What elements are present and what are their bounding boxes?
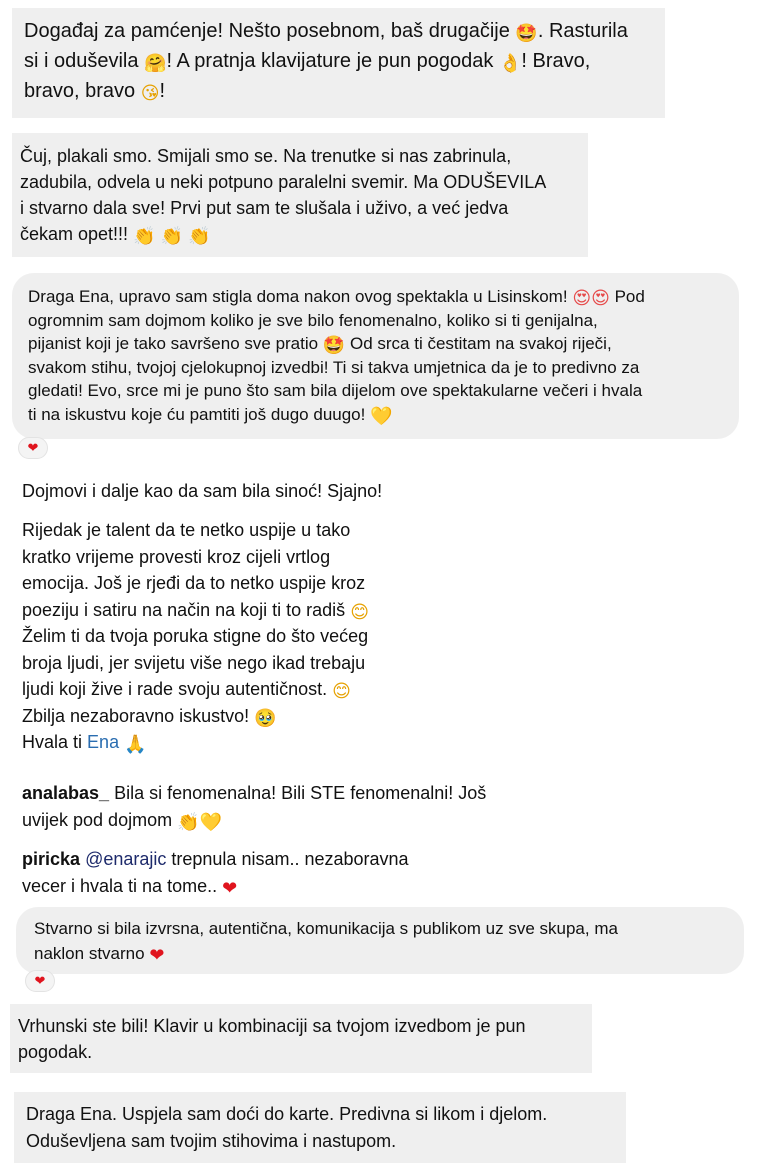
comment-username[interactable]: piricka [22,849,81,869]
kiss-icon: 😘 [140,83,160,104]
message-text: ! A pratnja klavijature je pun pogodak [166,50,494,72]
clap-icon: 👏 [133,226,156,247]
message-text: ogromnim sam dojmom koliko je sve bilo fenomenalno, koliko si ti genijalna, [28,310,598,330]
ok-hand-icon: 👌 [498,53,522,74]
message-text: Čuj, plakali smo. Smijali smo se. Na trenutke si nas zabrinula, [20,146,512,166]
comment-piricka [22,846,582,900]
smile-icon: 😊 [350,601,369,623]
message-4 [22,478,472,505]
comment-username[interactable]: analabas_ [22,783,110,803]
message-text: ljudi koji žive i rade svoju autentičnost. [22,679,328,699]
message-text: gledati! Evo, srce mi je puno što sam bila dijelom ove spektakularne večeri i hvala [28,381,643,400]
message-text: kratko vrijeme provesti kroz cijeli vrtlog [22,546,331,567]
message-10 [14,1092,626,1163]
message-text: Događaj za pamćenje! Nešto posebnom, baš drugačije [24,20,510,42]
message-text: bravo, bravo [24,80,136,102]
message-text: trepnula nisam.. nezaboravna [171,849,409,869]
message-8 [16,907,744,974]
message-text: zadubila, odvela u neki potpuno paralelni svemir. Ma ODUŠEVILA [20,172,547,192]
message-1-text [24,16,653,106]
message-text: ! Bravo, [521,50,591,72]
message-text: naklon stvarno [34,944,145,963]
message-8-text [34,916,726,966]
message-2-text [20,143,580,247]
message-text: Rijedak je talent da te netko uspije u tako [22,520,351,540]
clap-icon: 👏 [187,226,211,247]
message-2 [12,133,588,257]
star-struck-icon: 🤩 [322,335,346,356]
comment-text [22,780,582,834]
message-text: Bila si fenomenalna! Bili STE fenomenalni! Još [114,783,487,803]
red-heart-icon: ❤ [222,878,238,899]
message-text: si i oduševila [24,50,139,72]
message-text: Pod [614,287,645,306]
red-heart-icon: ❤ [27,440,39,456]
message-3 [12,273,739,439]
message-9 [10,1004,592,1073]
reaction-heart[interactable] [18,437,48,459]
comment-analabas [22,780,582,834]
mention-link[interactable]: @enarajic [85,849,167,869]
smile-icon: 😊 [332,681,351,702]
message-text: svakom stihu, tvojoj cjelokupnoj izvedbi! Ti si takva umjetnica da je to predivno za [28,357,640,377]
message-text: . Rasturila [537,20,628,42]
hug-icon: 🤗 [144,53,167,74]
message-text: uvijek pod dojmom [22,810,173,830]
red-heart-icon: ❤ [34,973,46,989]
message-text: ti na iskustvu koje ću pamtiti još dugo duugo! [28,404,366,424]
message-text: Draga Ena, upravo sam stigla doma nakon ovog spektakla u Lisinskom! [28,287,568,306]
message-text: vecer i hvala ti na tome.. [22,876,218,896]
message-text: Oduševljena sam tvojim stihovima i nastupom. [26,1131,397,1151]
message-5-text [22,517,442,756]
message-10-text [26,1101,614,1155]
yellow-heart-icon: 💛 [199,812,222,833]
comment-text [22,846,582,900]
yellow-heart-icon: 💛 [370,405,393,427]
reaction-heart[interactable] [25,970,55,992]
message-text: Dojmovi i dalje kao da sam bila sinoć! Sjajno! [22,481,383,501]
message-9-text [18,1013,584,1065]
message-text: pijanist koji je tako savršeno sve pratio [28,334,319,353]
message-3-text [28,285,723,426]
heart-eyes-icon: 😍 [572,288,592,309]
message-text: ! [159,80,166,102]
message-text: Draga Ena. Uspjela sam doći do karte. Predivna si likom i djelom. [26,1104,548,1124]
message-text: i stvarno dala sve! Prvi put sam te slušala i uživo, a već jedva [20,198,509,218]
message-text: Stvarno si bila izvrsna, autentična, komunikacija s publikom uz sve skupa, ma [34,919,618,938]
heart-eyes-icon: 😍 [591,288,610,309]
clap-icon: 👏 [177,812,200,833]
message-4-text [22,478,472,505]
message-text: Vrhunski ste bili! Klavir u kombinaciji sa tvojom izvedbom je pun [18,1016,526,1036]
message-5 [22,517,442,756]
message-text: broja ljudi, jer svijetu više nego ikad trebaju [22,652,366,673]
message-text: emocija. Još je rjeđi da to netko uspije kroz [22,573,366,593]
tear-joy-icon: 🥹 [254,707,277,729]
red-heart-icon: ❤ [149,945,165,966]
message-1 [12,8,665,118]
pray-icon: 🙏 [124,734,147,755]
message-text: Od srca ti čestitam na svakoj riječi, [349,334,612,353]
mention-link[interactable]: Ena [87,732,120,752]
message-text: poeziju i satiru na način na koji ti to radiš [22,599,346,620]
message-text: pogodak. [18,1042,93,1062]
message-text: čekam opet!!! [20,224,129,244]
message-text: Hvala ti [22,732,83,752]
clap-icon: 👏 [160,226,183,247]
message-text: Zbilja nezaboravno iskustvo! [22,705,250,726]
message-text: Želim ti da tvoja poruka stigne do što većeg [22,626,369,646]
star-struck-icon: 🤩 [515,23,538,44]
